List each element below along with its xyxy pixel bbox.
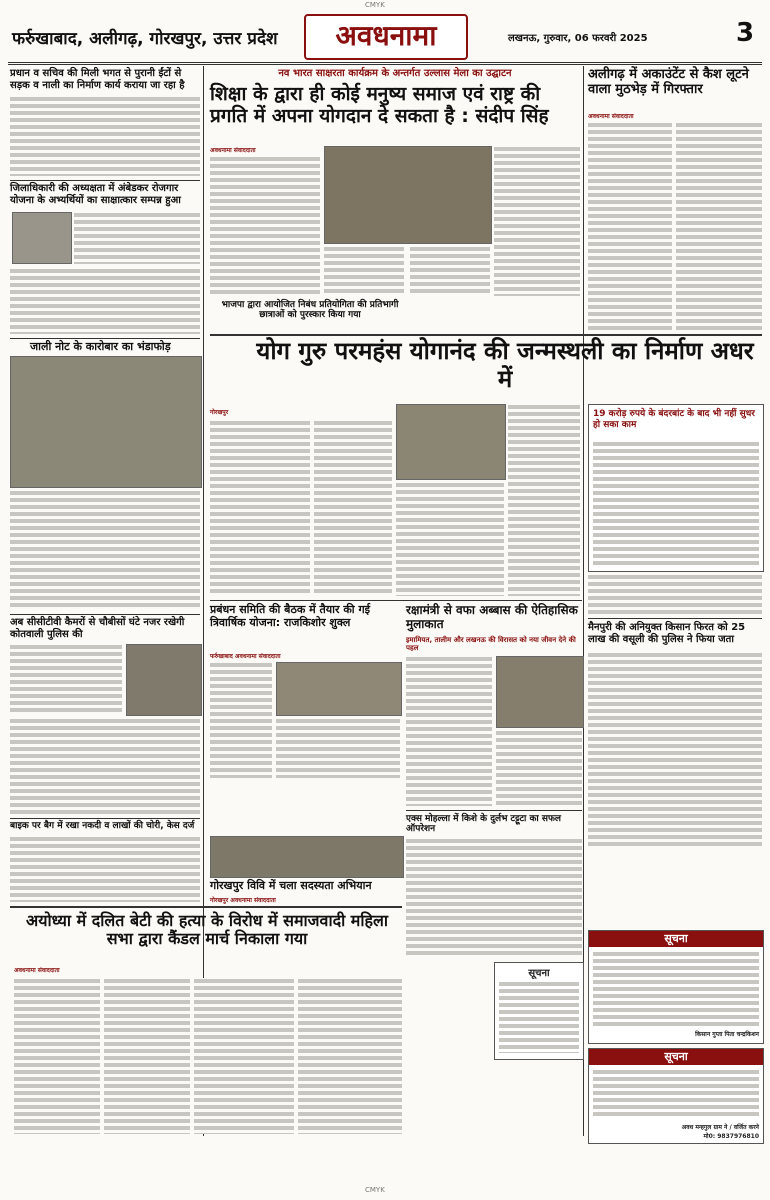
right-article-2-body bbox=[588, 574, 762, 614]
masthead bbox=[8, 12, 762, 65]
right-headline-2: मैनपुरी की अनियुक्त किसान फिरत को 25 लाख की वसूली की पुलिस ने फिया जता bbox=[588, 622, 746, 645]
lead-body-col-2 bbox=[324, 246, 404, 296]
left-article-4-body-cont bbox=[10, 718, 200, 814]
right-notice-body bbox=[593, 951, 759, 1027]
bottom-headline-2: गोरखपुर विवि में चला सदस्यता अभियान bbox=[210, 879, 372, 892]
left-headline-1: प्रधान व सचिव की मिली भगत से पुरानी ईंटों से सड़क व नाली का निर्माण कार्य कराया जा रहा है bbox=[10, 68, 185, 91]
management-committee-headline: प्रबंधन समिति की बैठक में तैयार की गई त्रिवार्षिक योजना: राजकिशोर शुक्ल bbox=[210, 603, 371, 629]
left-article-3-body bbox=[10, 490, 200, 610]
boxed-news-body bbox=[593, 441, 759, 565]
defence-minister-subhead: इमामियत, तालीम और लखनऊ की विरासत को नया जीवन देने की पहल bbox=[406, 636, 576, 653]
left-headline-3: जाली नोट के कारोबार का भंडाफोड़ bbox=[30, 340, 171, 353]
yogananda-headline: योग गुरु परमहंस योगानंद की जन्मस्थली का निर्माण अधर में bbox=[256, 337, 754, 393]
yogananda-body-1 bbox=[210, 420, 310, 596]
yogananda-body-3 bbox=[396, 482, 504, 596]
left-article-1-body bbox=[10, 96, 200, 176]
lead-body-col-4 bbox=[494, 146, 580, 296]
defence-minister-body-2 bbox=[496, 730, 582, 806]
newspaper-logo bbox=[304, 14, 468, 60]
defence-minister-headline: रक्षामंत्री से वफा अब्बास की ऐतिहासिक मुलाकात bbox=[406, 603, 578, 631]
right-notice2-footer: अवध मन्हगुल ग्राम ने / वर्जित करने bbox=[681, 1124, 759, 1131]
cmyk-mark-top: CMYK bbox=[365, 1, 385, 9]
left-headline-4: अब सीसीटीवी कैमरों से चौबीसों घंटे नजर रखेगी कोतवाली पुलिस की bbox=[10, 617, 185, 640]
right-article-3-body bbox=[588, 652, 762, 848]
left-headline-2: जिलाधिकारी की अध्यक्षता में अंबेडकर रोजगार योजना के अभ्यर्थियों का साक्षात्कार सम्पन्न हुआ bbox=[10, 183, 181, 206]
masthead-cities: फर्रुखाबाद, अलीगढ़, गोरखपुर, उत्तर प्रदेश bbox=[12, 29, 278, 49]
yogananda-body-4 bbox=[508, 404, 580, 596]
left-article-2-body-cont bbox=[10, 268, 200, 334]
official-photo bbox=[12, 212, 72, 264]
dateline: लखनऊ, गुरुवार, 06 फरवरी 2025 bbox=[508, 33, 648, 44]
right-notice2-title: सूचना bbox=[589, 1049, 763, 1065]
right-article-1-body-2 bbox=[676, 122, 762, 330]
top-kicker: नव भारत साक्षरता कार्यक्रम के अन्तर्गत उल्लास मेला का उद्घाटन bbox=[278, 68, 512, 79]
boxed-news-headline: 19 करोड़ रुपये के बंदरबांट के बाद भी नहीं सुधर हो सका काम bbox=[593, 409, 755, 430]
management-committee-byline: फर्रुखाबाद अवधनामा संवाददाता bbox=[210, 653, 281, 660]
yogananda-byline: गोरखपुर bbox=[210, 409, 229, 416]
event-photo bbox=[324, 146, 492, 244]
yogananda-body-2 bbox=[314, 420, 392, 596]
surgery-headline: एक्स मोहल्ला में किशे के दुर्लभ टट्टूटा का सफल ऑपरेशन bbox=[406, 814, 562, 835]
lead-body-col-3 bbox=[410, 246, 490, 296]
cctv-photo bbox=[126, 644, 202, 716]
left-headline-5: बाइक पर बैग में रखा नकदी व लाखों की चोरी, केस दर्ज bbox=[10, 821, 195, 831]
right-notice-footer: किसान गुप्ता पिता चन्द्रकिशन bbox=[695, 1031, 759, 1038]
bottom-article-1-body-3 bbox=[194, 978, 294, 1134]
mid-notice-box bbox=[494, 962, 584, 1060]
left-article-4-body bbox=[10, 644, 122, 714]
cmyk-mark-bottom: CMYK bbox=[365, 1186, 385, 1194]
bottom-byline-2: गोरखपुर अवधनामा संवाददाता bbox=[210, 897, 276, 904]
management-committee-body-2 bbox=[276, 718, 400, 778]
right-article-1-body bbox=[588, 122, 672, 330]
bottom-article-1-body-4 bbox=[298, 978, 402, 1134]
management-committee-body-1 bbox=[210, 662, 272, 778]
page-number: 3 bbox=[736, 18, 755, 48]
bottom-article-1-body-1 bbox=[14, 978, 100, 1134]
birthplace-photo bbox=[396, 404, 506, 480]
bottom-article-1-body-2 bbox=[104, 978, 190, 1134]
defence-minister-body-1 bbox=[406, 656, 492, 806]
right-notice2-box bbox=[588, 1048, 764, 1144]
essay-competition-headline: भाजपा द्वारा आयोजित निबंध प्रतियोगिता की प्रतिभागी छात्राओं को पुरस्कार किया गया bbox=[221, 300, 399, 321]
left-article-2-body bbox=[74, 212, 200, 264]
logo-text: अवधनामा bbox=[335, 19, 437, 52]
bottom-headline-1: अयोध्या में दलित बेटी की हत्या के विरोध में समाजवादी महिला सभा द्वारा कैंडल मार्च निकाला गया bbox=[25, 911, 388, 949]
right-byline: अवधनामा संवाददाता bbox=[588, 113, 634, 120]
lead-byline: अवधनामा संवाददाता bbox=[210, 147, 256, 154]
membership-drive-photo bbox=[210, 836, 404, 878]
lead-body-col-1 bbox=[210, 156, 320, 296]
left-article-5-body bbox=[10, 836, 200, 902]
boxed-news bbox=[588, 404, 764, 572]
right-notice2-phone: मो0: 9837976810 bbox=[703, 1133, 759, 1140]
meeting-photo bbox=[496, 656, 584, 728]
mid-notice-title: सूचना bbox=[528, 968, 550, 979]
right-notice-title: सूचना bbox=[589, 931, 763, 947]
surgery-body bbox=[406, 838, 582, 958]
lead-headline: शिक्षा के द्वारा ही कोई मनुष्य समाज एवं राष्ट्र की प्रगति में अपना योगदान दे सकता है : संदीप सिंह bbox=[210, 83, 549, 127]
committee-photo bbox=[276, 662, 402, 716]
bottom-byline-1: अवधनामा संवाददाता bbox=[14, 967, 60, 974]
right-notice-box bbox=[588, 930, 764, 1044]
mid-notice-body bbox=[499, 981, 579, 1053]
right-headline-1: अलीगढ़ में अकाउंटेंट से कैश लूटने वाला मुठभेड़ में गिरफ्तार bbox=[588, 67, 749, 97]
right-notice2-body bbox=[593, 1069, 759, 1119]
arrest-photo bbox=[10, 356, 202, 488]
